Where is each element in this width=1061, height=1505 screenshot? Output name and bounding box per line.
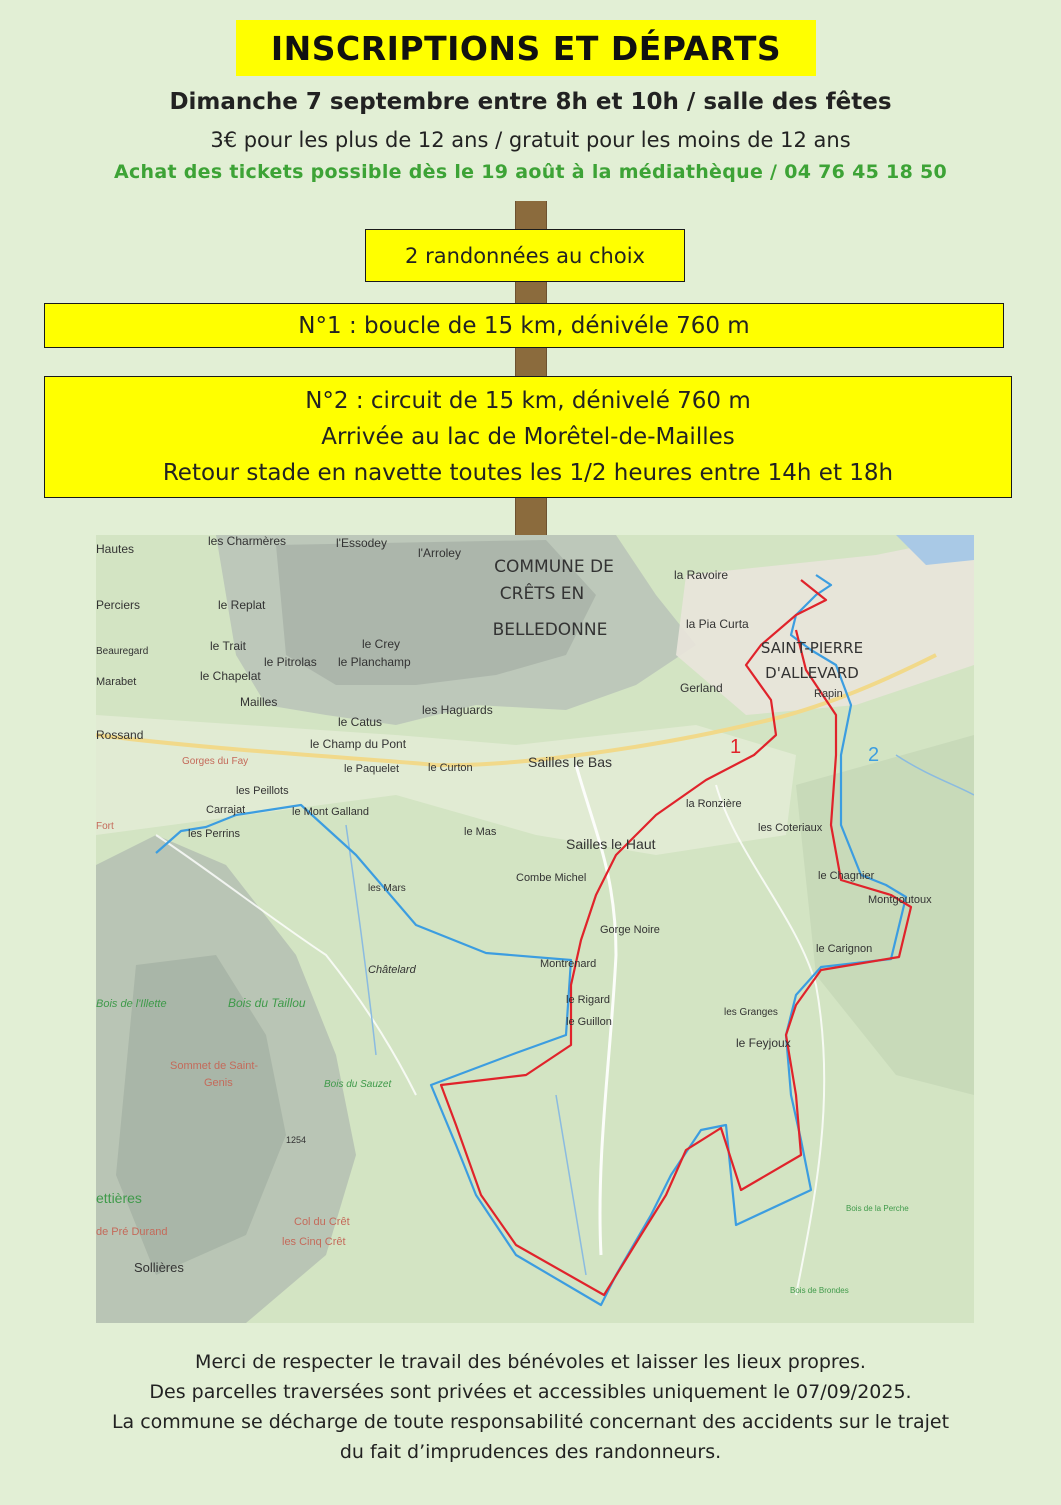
place-label: Montgoutoux [868, 894, 932, 906]
place-label: Col du Crêt [294, 1216, 350, 1228]
place-label: Châtelard [368, 964, 416, 976]
sign-route-2-line: N°2 : circuit de 15 km, dénivelé 760 m [305, 388, 751, 414]
place-label: Gorge Noire [600, 924, 660, 936]
place-label: le Crey [362, 637, 401, 651]
place-label: le Chapelat [200, 669, 261, 683]
sign-route-1 [44, 303, 1004, 348]
place-label: le Planchamp [338, 655, 411, 669]
place-label: les Charmères [208, 535, 287, 548]
price-line: 3€ pour les plus de 12 ans / gratuit pour les moins de 12 ans [210, 128, 851, 152]
page-title: INSCRIPTIONS ET DÉPARTS [270, 28, 782, 68]
place-label: les Granges [724, 1007, 778, 1018]
commune-label-line: BELLEDONNE [492, 620, 608, 640]
place-label: les Cinq Crêt [282, 1236, 346, 1248]
place-label: le Champ du Pont [310, 737, 407, 751]
place-label: le Feyjoux [736, 1036, 791, 1050]
footer-line: du fait d’imprudences des randonneurs. [339, 1441, 722, 1463]
place-label: Montrenard [540, 958, 597, 970]
place-label: le Guillon [566, 1016, 612, 1028]
place-label: Carrajat [206, 804, 246, 816]
date-line: Dimanche 7 septembre entre 8h et 10h / salle des fêtes [169, 89, 892, 115]
place-label: Combe Michel [516, 872, 587, 884]
place-label: Perciers [96, 598, 141, 612]
place-label: Rossand [96, 728, 144, 742]
place-label: les Mars [368, 883, 406, 894]
tickets-line: Achat des tickets possible dès le 19 août à la médiathèque / 04 76 45 18 50 [113, 161, 948, 183]
sign-route-1-text: N°1 : boucle de 15 km, dénivéle 760 m [298, 312, 750, 339]
place-label: Sollières [134, 1260, 184, 1275]
place-label: le Mas [464, 826, 497, 838]
place-label: Beauregard [96, 646, 149, 657]
place-label: le Trait [210, 639, 247, 653]
place-label: la Ravoire [674, 568, 729, 582]
sign-choice [365, 229, 685, 282]
place-label: Mailles [240, 695, 278, 709]
place-label: Genis [204, 1077, 233, 1089]
place-label: les Perrins [188, 828, 240, 840]
place-label: le Carignon [816, 943, 873, 955]
town-label-line: SAINT-PIERRE [760, 639, 864, 657]
place-label: de Pré Durand [96, 1226, 168, 1238]
title-banner [236, 20, 816, 76]
sign-route-2-line: Retour stade en navette toutes les 1/2 heures entre 14h et 18h [162, 460, 894, 486]
place-label: l'Essodey [336, 536, 387, 550]
place-label: la Ronzière [686, 798, 742, 810]
place-label: la Pia Curta [686, 617, 749, 631]
footer-line: Des parcelles traversées sont privées et accessibles uniquement le 07/09/2025. [149, 1381, 912, 1403]
route-map [96, 535, 974, 1323]
place-label: ettières [96, 1190, 142, 1206]
footer-notice [0, 1347, 1061, 1467]
place-label: le Pitrolas [264, 655, 317, 669]
commune-label-line: CRÊTS EN [499, 584, 585, 604]
place-label: 1254 [286, 1135, 307, 1145]
map-svg [96, 535, 974, 1323]
route-1-marker: 1 [730, 736, 742, 758]
place-label: les Coteriaux [758, 822, 823, 834]
place-label: Hautes [96, 542, 135, 556]
footer-line: Merci de respecter le travail des bénévoles et laisser les lieux propres. [195, 1351, 866, 1373]
town-label-line: D'ALLEVARD [765, 664, 859, 682]
place-label: Gerland [680, 681, 723, 695]
sign-route-2 [44, 376, 1012, 498]
place-label: Bois de Brondes [790, 1286, 849, 1295]
place-label: le Chagnier [818, 870, 875, 882]
place-label: Bois de la Perche [846, 1204, 909, 1213]
place-label: le Curton [428, 762, 473, 774]
place-label: Bois du Sauzet [324, 1079, 392, 1090]
route-2-marker: 2 [868, 744, 880, 766]
place-label: le Rigard [566, 994, 611, 1006]
place-label: les Haguards [422, 703, 493, 717]
sign-choice-text: 2 randonnées au choix [405, 243, 645, 268]
place-label: Gorges du Fay [182, 756, 249, 767]
place-label: Sommet de Saint- [170, 1060, 259, 1072]
place-label: les Peillots [236, 785, 289, 797]
place-label: Sailles le Bas [528, 754, 613, 770]
commune-label-line: COMMUNE DE [494, 557, 614, 577]
place-label: le Catus [338, 715, 383, 729]
place-label: Marabet [96, 676, 137, 688]
place-label: Sailles le Haut [566, 836, 656, 852]
place-label: le Replat [218, 598, 266, 612]
place-label: Fort [96, 821, 114, 832]
place-label: Rapin [814, 688, 843, 700]
place-label: l'Arroley [418, 546, 461, 560]
place-label: le Mont Galland [292, 806, 370, 818]
place-label: le Paquelet [344, 763, 400, 775]
sign-route-2-line: Arrivée au lac de Morêtel-de-Mailles [321, 424, 735, 450]
place-label: Bois de l'Illette [96, 998, 167, 1010]
footer-line: La commune se décharge de toute responsabilité concernant des accidents sur le trajet [111, 1411, 950, 1433]
place-label: Bois du Taillou [228, 996, 306, 1010]
